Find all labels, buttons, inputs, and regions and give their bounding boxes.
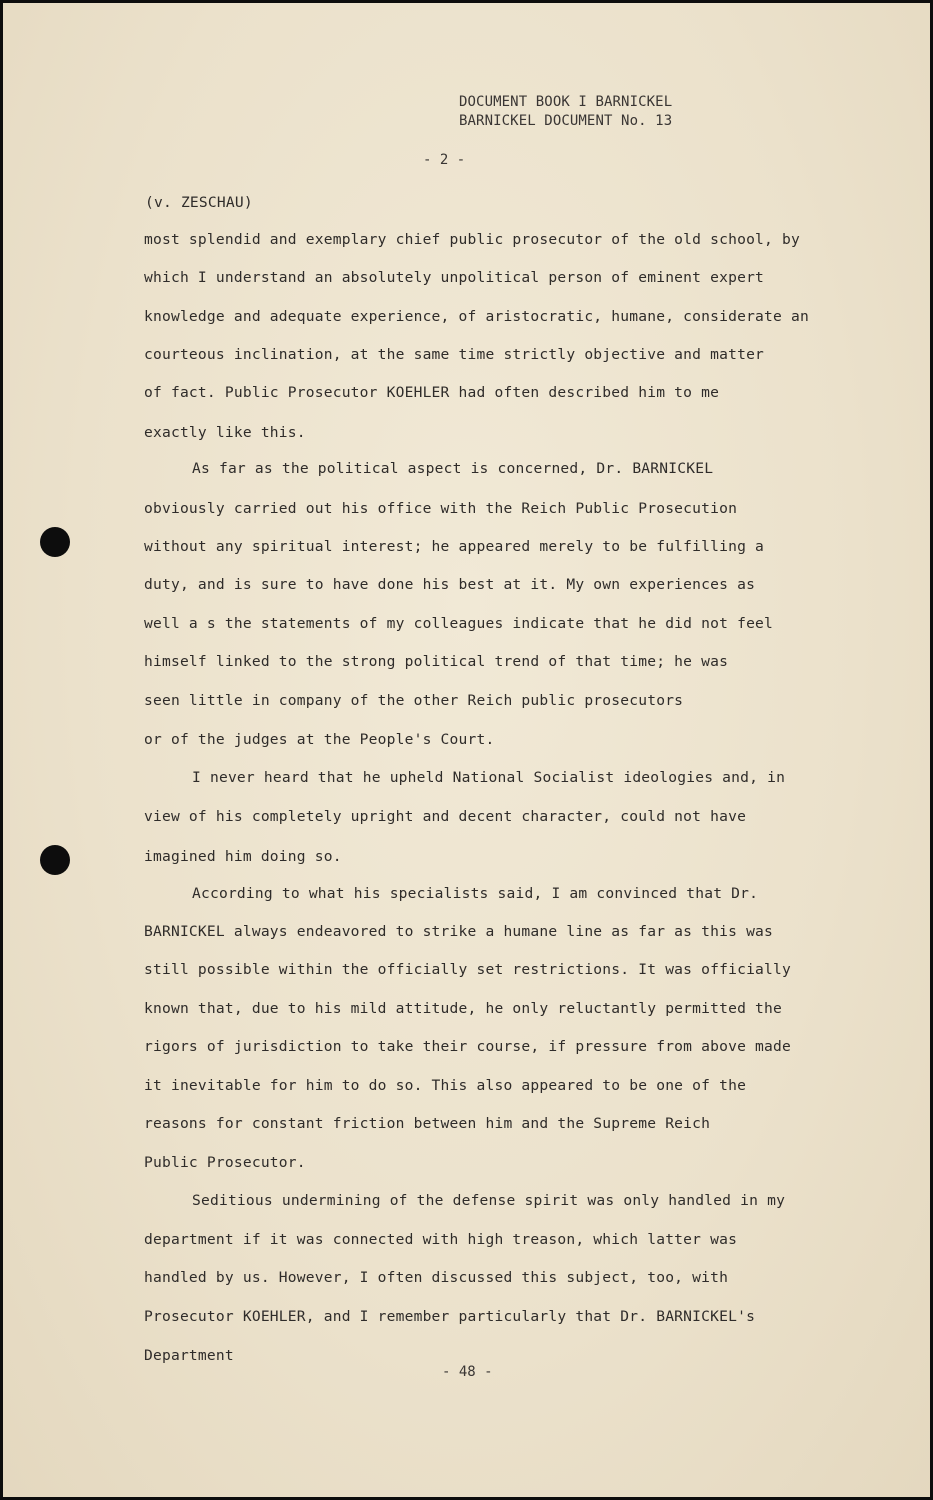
body-line: well a s the statements of my colleagues indicate that he did not feel <box>144 615 774 632</box>
body-line: handled by us. However, I often discussed this subject, too, with <box>144 1269 729 1286</box>
body-line: BARNICKEL always endeavored to strike a humane line as far as this was <box>144 923 774 940</box>
body-line: reasons for constant friction between him and the Supreme Reich <box>144 1115 711 1132</box>
bottom-page-number: - 48 - <box>442 1364 493 1380</box>
body-line: duty, and is sure to have done his best at it. My own experiences as <box>144 576 756 593</box>
body-line: imagined him doing so. <box>144 848 342 865</box>
body-line: obviously carried out his office with the Reich Public Prosecution <box>144 500 738 517</box>
body-line: As far as the political aspect is concerned, Dr. BARNICKEL <box>192 460 714 477</box>
body-line: According to what his specialists said, I am convinced that Dr. <box>192 885 759 902</box>
body-line: which I understand an absolutely unpolitical person of eminent expert <box>144 269 765 286</box>
punch-hole <box>40 845 70 875</box>
body-line: himself linked to the strong political trend of that time; he was <box>144 653 729 670</box>
body-line: seen little in company of the other Reich public prosecutors <box>144 692 684 709</box>
punch-hole <box>40 527 70 557</box>
body-line: Public Prosecutor. <box>144 1154 306 1171</box>
body-line: rigors of jurisdiction to take their course, if pressure from above made <box>144 1038 792 1055</box>
witness-name: (v. ZESCHAU) <box>145 194 253 211</box>
body-line: known that, due to his mild attitude, he only reluctantly permitted the <box>144 1000 783 1017</box>
body-line: exactly like this. <box>144 424 306 441</box>
document-book-header: DOCUMENT BOOK I BARNICKEL <box>459 94 673 110</box>
body-line: without any spiritual interest; he appeared merely to be fulfilling a <box>144 538 765 555</box>
top-page-marker: - 2 - <box>423 152 466 168</box>
document-page <box>3 3 930 1497</box>
body-line: view of his completely upright and decent character, could not have <box>144 808 747 825</box>
body-line: I never heard that he upheld National Socialist ideologies and, in <box>192 769 786 786</box>
document-number-header: BARNICKEL DOCUMENT No. 13 <box>459 113 673 129</box>
body-line: it inevitable for him to do so. This also appeared to be one of the <box>144 1077 747 1094</box>
body-line: Department <box>144 1347 234 1364</box>
body-line: still possible within the officially set restrictions. It was officially <box>144 961 792 978</box>
body-line: Seditious undermining of the defense spirit was only handled in my <box>192 1192 786 1209</box>
body-line: knowledge and adequate experience, of aristocratic, humane, considerate an <box>144 308 809 325</box>
body-line: of fact. Public Prosecutor KOEHLER had often described him to me <box>144 384 720 401</box>
body-line: Prosecutor KOEHLER, and I remember particularly that Dr. BARNICKEL's <box>144 1308 756 1325</box>
body-line: or of the judges at the People's Court. <box>144 731 495 748</box>
body-line: department if it was connected with high treason, which latter was <box>144 1231 738 1248</box>
body-line: most splendid and exemplary chief public prosecutor of the old school, by <box>144 231 800 248</box>
body-line: courteous inclination, at the same time strictly objective and matter <box>144 346 765 363</box>
